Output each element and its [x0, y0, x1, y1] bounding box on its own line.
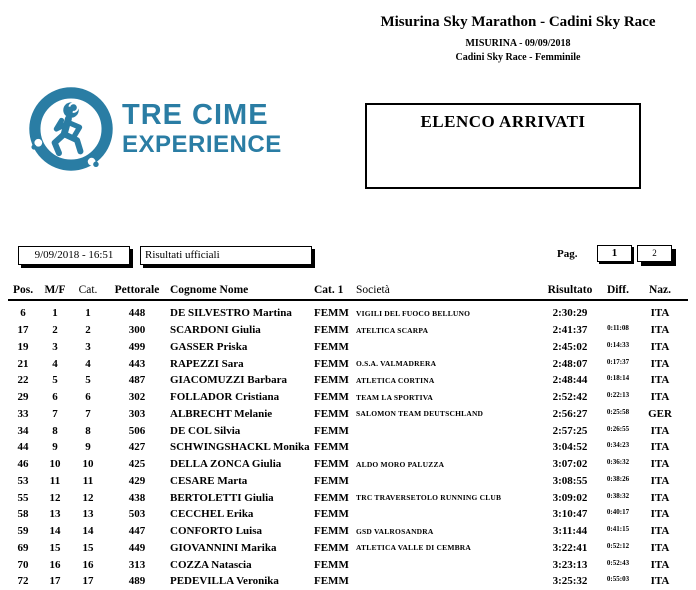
cell-naz: ITA: [650, 525, 670, 538]
column-header-mf: M/F: [44, 284, 66, 296]
table-row: [0, 540, 696, 557]
cell-risultato: 2:45:02: [552, 340, 588, 353]
table-row: [0, 506, 696, 523]
cell-pos: 58: [17, 508, 29, 521]
logo-wordmark: [122, 101, 282, 157]
cell-mf: 13: [49, 508, 61, 521]
page-button-1[interactable]: 1: [597, 245, 632, 262]
cell-societa: O.S.A. VALMADRERA: [356, 359, 437, 369]
cell-risultato: 3:07:02: [552, 458, 588, 471]
cell-cat1: FEMM: [314, 525, 349, 538]
cell-pos: 55: [17, 491, 29, 504]
cell-pettorale: 429: [128, 474, 146, 487]
cell-cat: 7: [85, 407, 91, 420]
cell-name: CESARE Marta: [170, 474, 248, 487]
page-label: Pag.: [557, 248, 578, 260]
logo-line-1: TRE CIME: [122, 99, 269, 131]
cell-pettorale: 499: [128, 340, 146, 353]
cell-naz: ITA: [650, 458, 670, 471]
cell-cat: 9: [85, 441, 91, 454]
datetime-box: 9/09/2018 - 16:51: [18, 246, 130, 265]
finishers-banner-box: [365, 103, 641, 189]
cell-mf: 12: [49, 491, 61, 504]
table-row: [0, 523, 696, 540]
cell-cat: 2: [85, 324, 91, 337]
table-row: [0, 339, 696, 356]
cell-diff: 0:17:37: [606, 357, 630, 366]
column-header-cat1: Cat. 1: [314, 284, 344, 296]
cell-pos: 69: [17, 541, 29, 554]
cell-diff: 0:38:32: [606, 491, 630, 500]
cell-mf: 17: [49, 575, 61, 588]
cell-name: DE COL Silvia: [170, 424, 241, 437]
cell-diff: 0:36:32: [606, 458, 630, 467]
cell-pettorale: 506: [128, 424, 146, 437]
cell-pos: 29: [17, 391, 29, 404]
cell-societa: ATLETICA VALLE DI CEMBRA: [356, 543, 472, 553]
column-header-pos: Pos.: [12, 284, 34, 296]
cell-pettorale: 313: [128, 558, 146, 571]
cell-naz: ITA: [650, 441, 670, 454]
cell-cat1: FEMM: [314, 407, 349, 420]
cell-mf: 6: [52, 391, 58, 404]
cell-risultato: 2:52:42: [552, 391, 588, 404]
cell-pettorale: 425: [128, 458, 146, 471]
cell-pettorale: 302: [128, 391, 146, 404]
cell-cat: 13: [82, 508, 94, 521]
finishers-banner-title: ELENCO ARRIVATI: [420, 112, 586, 131]
table-row: [0, 573, 696, 590]
cell-cat: 5: [85, 374, 91, 387]
cell-cat1: FEMM: [314, 558, 349, 571]
cell-cat1: FEMM: [314, 491, 349, 504]
cell-mf: 16: [49, 558, 61, 571]
cell-naz: ITA: [650, 307, 670, 320]
cell-cat1: FEMM: [314, 391, 349, 404]
cell-name: FOLLADOR Cristiana: [170, 391, 280, 404]
cell-naz: ITA: [650, 424, 670, 437]
cell-societa: GSD VALROSANDRA: [356, 526, 434, 536]
cell-naz: ITA: [650, 324, 670, 337]
column-header-name: Cognome Nome: [170, 284, 249, 296]
cell-cat: 1: [85, 307, 91, 320]
cell-name: CONFORTO Luisa: [170, 525, 263, 538]
cell-diff: 0:38:26: [606, 474, 630, 483]
cell-mf: 2: [52, 324, 58, 337]
column-header-societa: Società: [356, 284, 390, 296]
table-row: [0, 389, 696, 406]
cell-societa: ALDO MORO PALUZZA: [356, 459, 445, 469]
table-body: [0, 305, 696, 590]
cell-diff: 0:52:43: [606, 558, 630, 567]
cell-risultato: 2:30:29: [552, 307, 588, 320]
cell-pos: 53: [17, 474, 29, 487]
cell-name: SCARDONI Giulia: [170, 324, 261, 337]
cell-cat1: FEMM: [314, 458, 349, 471]
cell-cat1: FEMM: [314, 424, 349, 437]
cell-risultato: 3:10:47: [552, 508, 588, 521]
cell-pettorale: 443: [128, 357, 146, 370]
event-location-date: MISURINA - 09/09/2018: [465, 38, 571, 49]
cell-name: GIACOMUZZI Barbara: [170, 374, 288, 387]
cell-name: RAPEZZI Sara: [170, 357, 244, 370]
cell-name: PEDEVILLA Veronika: [170, 575, 279, 588]
cell-cat: 4: [85, 357, 91, 370]
cell-diff: 0:25:58: [606, 407, 630, 416]
cell-pos: 72: [17, 575, 29, 588]
cell-pettorale: 448: [128, 307, 146, 320]
cell-cat1: FEMM: [314, 474, 349, 487]
cell-societa: TEAM LA SPORTIVA: [356, 392, 433, 402]
cell-mf: 4: [52, 357, 58, 370]
cell-pos: 33: [17, 407, 29, 420]
cell-cat: 16: [82, 558, 94, 571]
cell-cat1: FEMM: [314, 307, 349, 320]
cell-risultato: 2:56:27: [552, 407, 588, 420]
cell-mf: 8: [52, 424, 58, 437]
cell-name: DE SILVESTRO Martina: [170, 307, 292, 320]
table-row: [0, 406, 696, 423]
cell-cat: 10: [82, 458, 94, 471]
cell-mf: 1: [52, 307, 58, 320]
cell-naz: ITA: [650, 391, 670, 404]
cell-cat: 8: [85, 424, 91, 437]
cell-mf: 14: [49, 525, 61, 538]
cell-mf: 3: [52, 340, 58, 353]
cell-diff: 0:14:33: [606, 340, 630, 349]
table-row: [0, 456, 696, 473]
cell-name: BERTOLETTI Giulia: [170, 491, 274, 504]
cell-risultato: 3:08:55: [552, 474, 588, 487]
cell-naz: ITA: [650, 491, 670, 504]
cell-mf: 9: [52, 441, 58, 454]
column-header-risultato: Risultato: [547, 284, 593, 296]
cell-pettorale: 427: [128, 441, 146, 454]
cell-name: CECCHEL Erika: [170, 508, 254, 521]
table-row: [0, 473, 696, 490]
cell-risultato: 3:09:02: [552, 491, 588, 504]
cell-diff: 0:26:55: [606, 424, 630, 433]
cell-cat1: FEMM: [314, 575, 349, 588]
column-header-naz: Naz.: [648, 284, 672, 296]
cell-naz: ITA: [650, 575, 670, 588]
cell-societa: VIGILI DEL FUOCO BELLUNO: [356, 308, 471, 318]
cell-naz: ITA: [650, 340, 670, 353]
cell-diff: 0:11:08: [607, 324, 629, 333]
cell-diff: 0:40:17: [606, 508, 630, 517]
runner-circle-icon: [28, 86, 114, 172]
cell-risultato: 2:48:07: [552, 357, 588, 370]
table-row: [0, 305, 696, 322]
column-header-diff: Diff.: [606, 284, 630, 296]
cell-pettorale: 438: [128, 491, 146, 504]
event-title: Misurina Sky Marathon - Cadini Sky Race: [380, 14, 656, 30]
cell-pos: 19: [17, 340, 29, 353]
table-row: [0, 556, 696, 573]
cell-risultato: 3:23:13: [552, 558, 588, 571]
cell-pos: 21: [17, 357, 29, 370]
page-button-2[interactable]: 2: [637, 245, 672, 262]
cell-cat: 6: [85, 391, 91, 404]
cell-cat1: FEMM: [314, 541, 349, 554]
cell-naz: GER: [648, 407, 672, 420]
cell-pettorale: 300: [128, 324, 146, 337]
cell-name: GASSER Priska: [170, 340, 248, 353]
cell-naz: ITA: [650, 374, 670, 387]
cell-risultato: 3:22:41: [552, 541, 588, 554]
cell-pos: 70: [17, 558, 29, 571]
cell-diff: 0:41:15: [606, 525, 630, 534]
cell-pos: 46: [17, 458, 29, 471]
cell-naz: ITA: [650, 541, 670, 554]
official-results-box: Risultati ufficiali: [140, 246, 312, 265]
table-row: [0, 489, 696, 506]
cell-pettorale: 303: [128, 407, 146, 420]
cell-risultato: 2:41:37: [552, 324, 588, 337]
cell-cat1: FEMM: [314, 357, 349, 370]
table-row: [0, 422, 696, 439]
cell-pettorale: 503: [128, 508, 146, 521]
cell-societa: ATLETICA CORTINA: [356, 375, 435, 385]
cell-cat: 12: [82, 491, 94, 504]
cell-cat1: FEMM: [314, 374, 349, 387]
cell-pos: 34: [17, 424, 29, 437]
cell-mf: 7: [52, 407, 58, 420]
column-header-pettorale: Pettorale: [114, 284, 160, 296]
cell-pettorale: 447: [128, 525, 146, 538]
column-header-cat: Cat.: [78, 284, 98, 296]
cell-cat: 11: [82, 474, 94, 487]
cell-diff: 0:18:14: [606, 374, 630, 383]
cell-pettorale: 487: [128, 374, 146, 387]
cell-name: DELLA ZONCA Giulia: [170, 458, 282, 471]
cell-cat: 17: [82, 575, 94, 588]
cell-risultato: 2:48:44: [552, 374, 588, 387]
cell-mf: 15: [49, 541, 61, 554]
cell-name: COZZA Natascia: [170, 558, 252, 571]
cell-risultato: 3:04:52: [552, 441, 588, 454]
cell-naz: ITA: [650, 474, 670, 487]
cell-cat1: FEMM: [314, 340, 349, 353]
logo-line-2: EXPERIENCE: [122, 131, 282, 158]
cell-name: GIOVANNINI Marika: [170, 541, 277, 554]
results-table: [0, 284, 696, 590]
cell-mf: 5: [52, 374, 58, 387]
race-category: Cadini Sky Race - Femminile: [455, 52, 581, 63]
cell-naz: ITA: [650, 558, 670, 571]
cell-mf: 11: [49, 474, 61, 487]
cell-cat1: FEMM: [314, 324, 349, 337]
cell-mf: 10: [49, 458, 61, 471]
table-header-row: [0, 284, 696, 299]
cell-pos: 22: [17, 374, 29, 387]
cell-cat: 3: [85, 340, 91, 353]
cell-naz: ITA: [650, 508, 670, 521]
cell-pettorale: 489: [128, 575, 146, 588]
cell-societa: TRC TRAVERSETOLO RUNNING CLUB: [356, 493, 502, 503]
cell-diff: 0:55:03: [606, 575, 630, 584]
cell-pos: 17: [17, 324, 29, 337]
cell-pettorale: 449: [128, 541, 146, 554]
cell-pos: 44: [17, 441, 29, 454]
cell-cat: 14: [82, 525, 94, 538]
cell-cat: 15: [82, 541, 94, 554]
cell-naz: ITA: [650, 357, 670, 370]
tre-cime-logo: [28, 85, 282, 173]
cell-societa: ATELTICA SCARPA: [356, 325, 429, 335]
table-row: [0, 322, 696, 339]
cell-cat1: FEMM: [314, 508, 349, 521]
cell-name: SCHWINGSHACKL Monika: [170, 441, 310, 454]
cell-risultato: 2:57:25: [552, 424, 588, 437]
cell-diff: 0:52:12: [606, 541, 630, 550]
cell-risultato: 3:11:44: [552, 525, 588, 538]
cell-cat1: FEMM: [314, 441, 349, 454]
cell-name: ALBRECHT Melanie: [170, 407, 273, 420]
cell-diff: 0:34:23: [606, 441, 630, 450]
header-separator: [8, 299, 688, 301]
table-row: [0, 439, 696, 456]
table-row: [0, 372, 696, 389]
cell-pos: 59: [17, 525, 29, 538]
cell-pos: 6: [20, 307, 26, 320]
cell-risultato: 3:25:32: [552, 575, 588, 588]
cell-societa: SALOMON TEAM DEUTSCHLAND: [356, 409, 484, 419]
cell-diff: 0:22:13: [606, 391, 630, 400]
document-header: [340, 14, 696, 63]
table-row: [0, 355, 696, 372]
